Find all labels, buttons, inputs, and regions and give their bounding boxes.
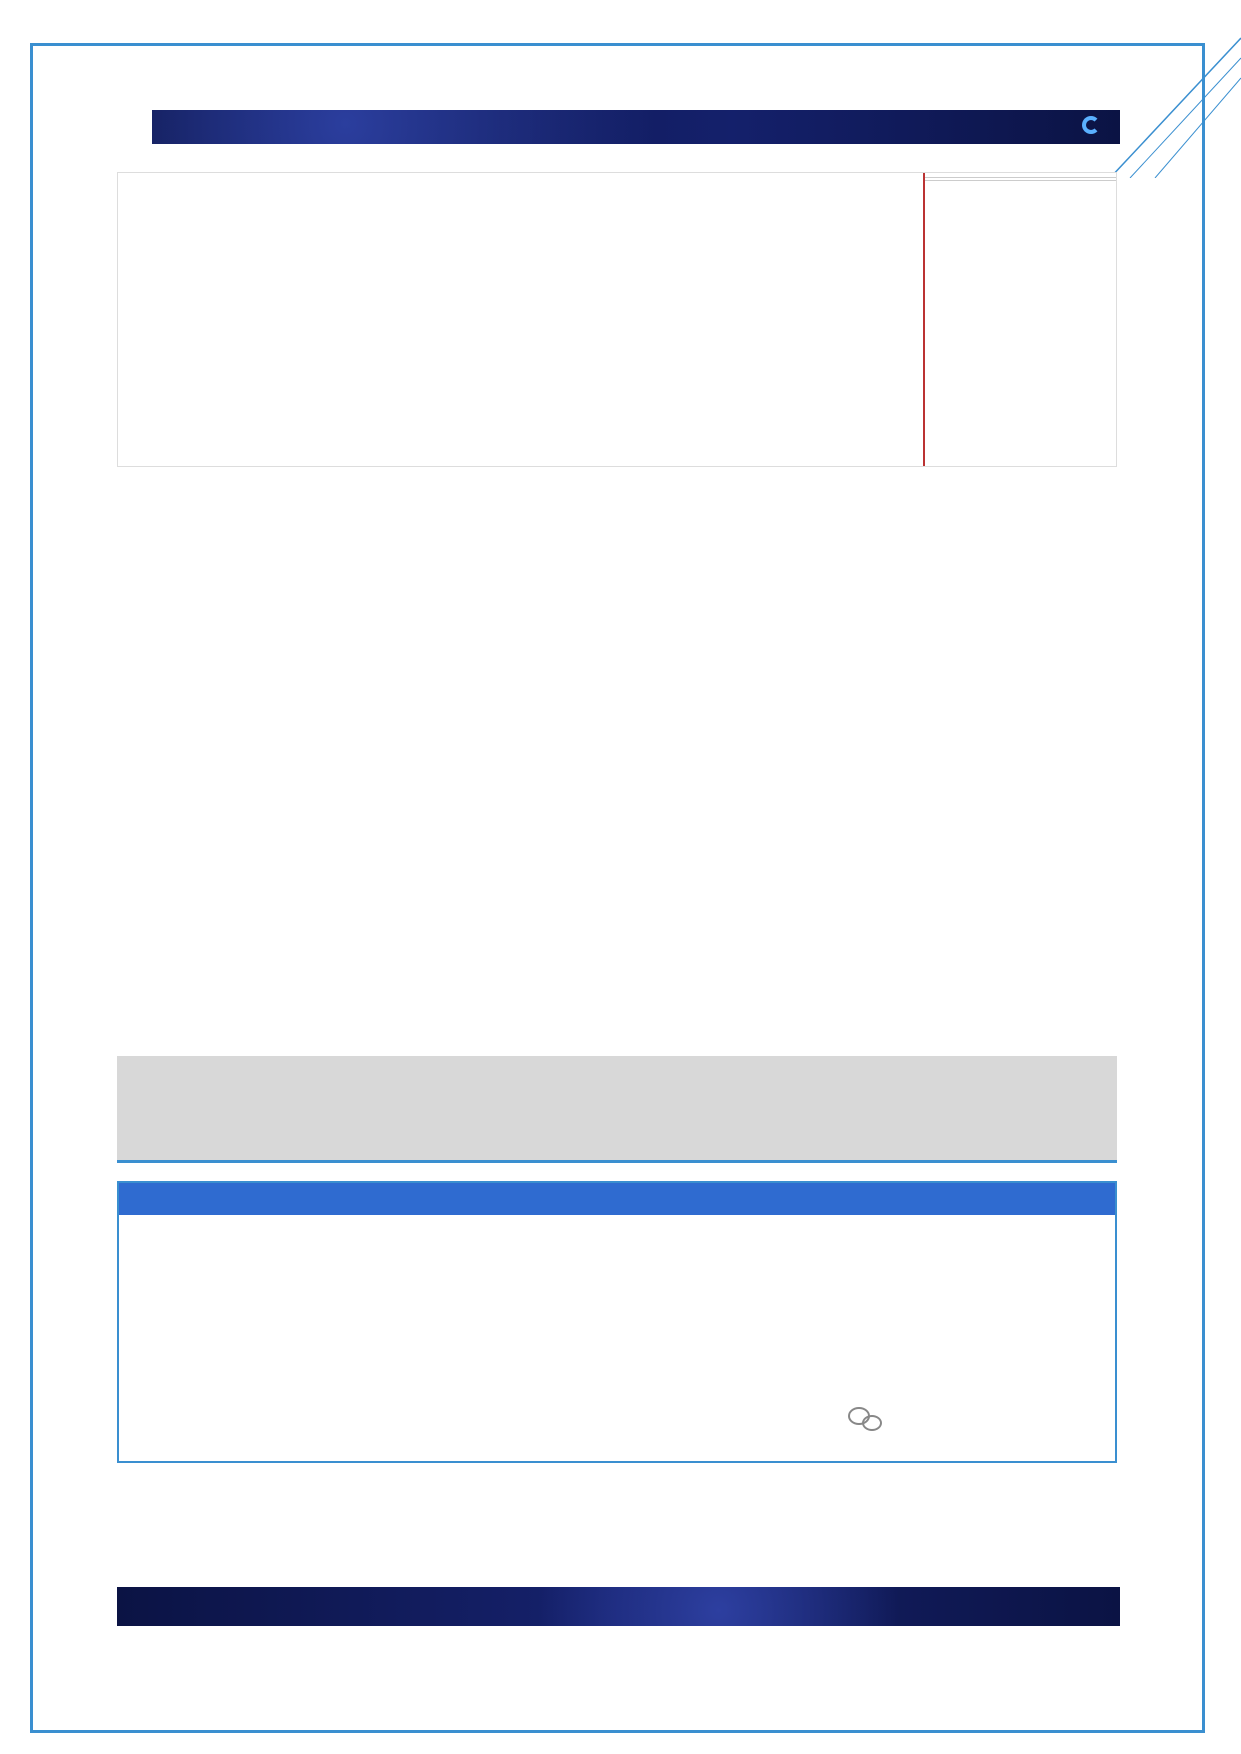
page-header	[117, 88, 1120, 144]
page-footer	[117, 1587, 1120, 1626]
category-bar	[117, 1056, 1117, 1093]
chart-plot	[118, 173, 923, 467]
risk-title	[119, 1215, 1115, 1221]
brand-logo-icon	[1082, 116, 1100, 134]
quote-panel	[923, 173, 1117, 467]
header-band	[152, 110, 1120, 144]
header-brand	[1082, 116, 1106, 134]
company-name	[119, 1183, 1115, 1215]
wechat-watermark	[848, 1405, 892, 1433]
corner-decoration	[1110, 28, 1241, 178]
analyst-box	[117, 1093, 1117, 1163]
risk-disclaimer	[117, 1181, 1117, 1463]
bid-row	[925, 178, 1117, 181]
candlestick-chart	[117, 172, 1117, 467]
wechat-icon	[848, 1405, 884, 1433]
